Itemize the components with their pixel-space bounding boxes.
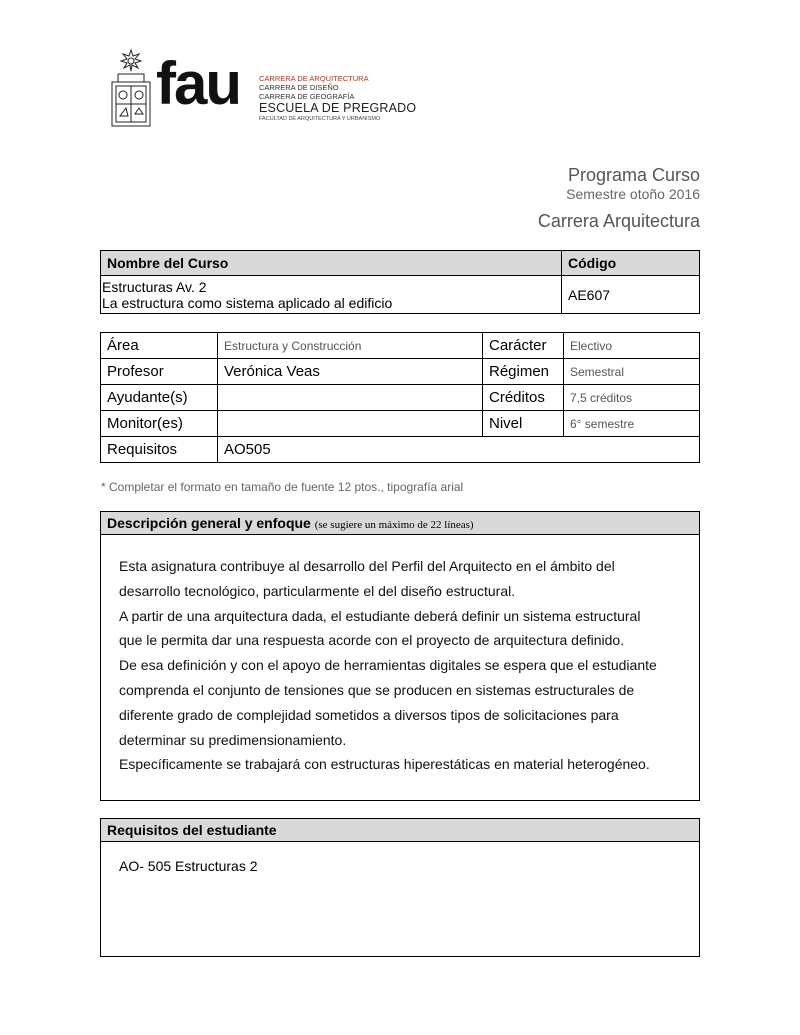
description-hint: (se sugiere un máximo de 22 líneas) <box>314 519 474 531</box>
document-title: Programa Curso <box>567 165 700 185</box>
caracter-value: Electivo <box>564 333 700 359</box>
nivel-label: Nivel <box>483 411 564 437</box>
regimen-label: Régimen <box>483 359 564 385</box>
description-line: desarrollo tecnológico, particularmente el del diseño estructural. <box>119 582 516 599</box>
monitores-label: Monitor(es) <box>101 411 218 437</box>
requirements-text: AO- 505 Estructuras 2 <box>119 858 258 874</box>
description-line: Esta asignatura contribuye al desarrollo del Perfil del Arquitecto en el ámbito del <box>119 558 615 574</box>
info-row-ayudantes <box>101 385 700 411</box>
description-header <box>101 512 699 535</box>
info-row-area <box>101 333 700 359</box>
school-name: ESCUELA DE PREGRADO <box>259 101 417 115</box>
requirements-title: Requisitos del estudiante <box>107 822 277 838</box>
faculty-name: FACULTAD DE ARQUITECTURA Y URBANISMO <box>259 116 381 122</box>
university-crest-icon <box>108 48 154 130</box>
course-name-header: Nombre del Curso <box>101 251 562 276</box>
course-table <box>100 250 700 314</box>
area-label: Área <box>101 333 218 359</box>
fau-wordmark: fau <box>156 50 240 117</box>
career-title: Carrera Arquitectura <box>537 211 700 231</box>
description-section <box>100 511 700 801</box>
course-info-table <box>100 332 700 463</box>
description-line: De esa definición y con el apoyo de herramientas digitales se espera que el estudiante <box>119 657 657 674</box>
requisitos-label: Requisitos <box>101 437 218 463</box>
area-value: Estructura y Construcción <box>218 333 483 359</box>
faculty-logo <box>108 48 417 132</box>
profesor-value: Verónica Veas <box>218 359 483 385</box>
course-name-cell <box>101 276 562 314</box>
course-table-row <box>101 276 700 314</box>
format-note: * Completar el formato en tamaño de fuente 12 ptos., tipografía arial <box>101 480 464 494</box>
course-table-header <box>101 251 700 276</box>
requirements-header <box>101 819 699 842</box>
info-row-monitores <box>101 411 700 437</box>
caracter-label: Carácter <box>483 333 564 359</box>
career-geography: CARRERA DE GEOGRAFÍA <box>259 92 355 101</box>
profesor-label: Profesor <box>101 359 218 385</box>
course-subtitle: La estructura como sistema aplicado al edificio <box>102 294 393 311</box>
description-line: comprenda el conjunto de tensiones que se producen en sistemas estructurales de <box>119 681 635 698</box>
course-name: Estructuras Av. 2 <box>102 278 207 295</box>
requisitos-value: AO505 <box>218 437 700 463</box>
career-architecture: CARRERA DE ARQUITECTURA <box>259 74 369 83</box>
requirements-section <box>100 818 700 957</box>
course-code-header: Código <box>562 251 700 276</box>
info-row-profesor <box>101 359 700 385</box>
description-line: Específicamente se trabajará con estructuras hiperestáticas en material heterogéneo. <box>119 756 650 773</box>
description-line: diferente grado de complejidad sometidos a diversos tipos de solicitaciones para <box>119 706 619 723</box>
course-code: AE607 <box>562 276 700 314</box>
semester-label: Semestre otoño 2016 <box>566 186 700 202</box>
monitores-value <box>218 411 483 437</box>
nivel-value: 6° semestre <box>564 411 700 437</box>
info-row-requisitos <box>101 437 700 463</box>
regimen-value: Semestral <box>564 359 700 385</box>
description-line: A partir de una arquitectura dada, el estudiante deberá definir un sistema estructural <box>119 607 641 624</box>
description-line: determinar su predimensionamiento. <box>119 731 347 748</box>
career-design: CARRERA DE DISEÑO <box>259 83 339 92</box>
description-title: Descripción general y enfoque <box>107 515 311 531</box>
ayudantes-value <box>218 385 483 411</box>
ayudantes-label: Ayudante(s) <box>101 385 218 411</box>
description-body <box>101 535 699 777</box>
description-line: que le permita dar una respuesta acorde con el proyecto de arquitectura definido. <box>119 632 625 649</box>
creditos-label: Créditos <box>483 385 564 411</box>
creditos-value: 7,5 créditos <box>564 385 700 411</box>
